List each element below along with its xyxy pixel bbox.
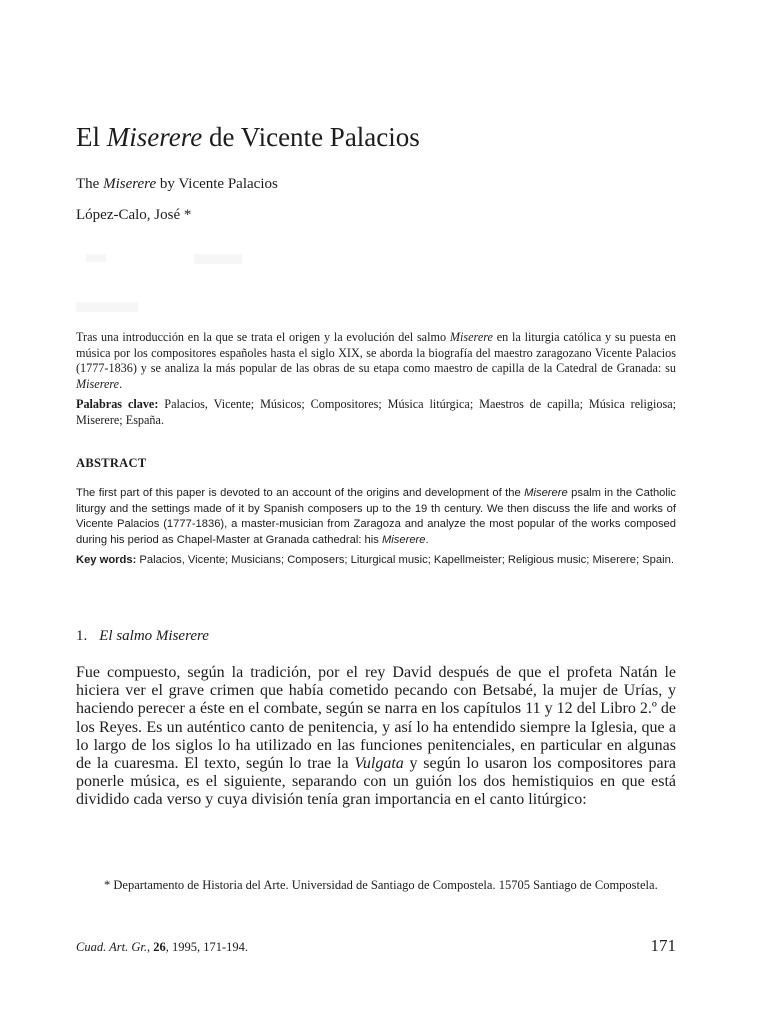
subtitle-pre: The: [76, 176, 104, 192]
resumen-text-a: Tras una introducción en la que se trata el origen y la evolución del salmo: [76, 330, 450, 344]
body-text: [76, 664, 676, 810]
section-heading: [76, 626, 209, 646]
journal-name: Cuad. Art. Gr.: [76, 940, 147, 954]
journal-rest: , 1995, 171-194.: [165, 940, 249, 954]
body-text-b: y según lo usaron los compositores para ponerle música, es el siguiente, separando con un guión los dos hemistiquios en que está dividido cada verso y cuya división tenía gran importancia en el canto litúrgico:: [76, 755, 676, 809]
abstract-text-a: The first part of this paper is devoted to an account of the origins and development of the: [76, 487, 525, 499]
abstract-keywords-text: Palacios, Vicente; Musicians; Composers; Liturgical music; Kapellmeister; Religious music; Miserere; Spain.: [136, 554, 674, 567]
title-post: de Vicente Palacios: [202, 122, 420, 152]
resumen-keywords-text: Palacios, Vicente; Músicos; Compositores; Música litúrgica; Maestros de capilla; Música religiosa; Miserere; España.: [76, 397, 676, 427]
abstract-paragraph: [76, 486, 676, 548]
author-name: López-Calo, José *: [76, 207, 192, 223]
abstract-block: [76, 486, 676, 569]
abstract-text-c: .: [425, 533, 429, 546]
resumen-paragraph: [76, 330, 676, 392]
abstract-keywords: [76, 553, 676, 569]
title-em: Miserere: [106, 122, 203, 152]
body-text-a: Fue compuesto, según la tradición, por el rey David después de que el profeta Natán le hiciera ver el grave crimen que había cometido pecando con Betsabé, la mujer de Urías, y haciendo perecer a éste en el combate, según se narra en los capítulos 11 y 12 del Libro 2.º de los Reyes. Es un auténtico canto de penitencia, y así lo ha entendido siempre la Iglesia, que a lo largo de los siglos lo ha utilizado en las funciones penitenciales, en particular en algunas de la cuaresma. El texto, según lo trae la: [76, 664, 676, 773]
article-page: [76, 0, 676, 1024]
subtitle-post: by Vicente Palacios: [156, 176, 278, 192]
resumen-text-b: en la liturgia católica y su puesta en música por los compositores españoles hasta el siglo XIX, se aborda la biografía del maestro zaragozano Vicente Palacios (1777-1836) y se analiza la más popular de las obras de su etapa como maestro de capilla de la Catedral de Granada: su: [76, 330, 676, 376]
abstract-text-b: psalm in the Catholic liturgy and the settings made of it by Spanish composers up to the 19 th century. We then discuss the life and works of Vicente Palacios (1777-1836), a master-musician from Zaragoza and analyze the most popular of the works composed during his period as Chapel-Master at Granada cathedral: his: [76, 487, 676, 546]
abstract-em-b: Miserere: [381, 533, 426, 546]
resumen-text-c: .: [119, 376, 123, 391]
resumen-block: [76, 330, 676, 429]
title-pre: El: [76, 122, 107, 152]
faint-mark: [76, 302, 138, 312]
section-title: El salmo Miserere: [99, 628, 209, 644]
journal-sep: ,: [146, 940, 154, 954]
resumen-keywords: [76, 397, 676, 428]
subtitle-em: Miserere: [103, 176, 157, 192]
body-paragraph: [76, 664, 676, 810]
page-number: 171: [650, 936, 676, 955]
section-number: 1.: [76, 628, 88, 644]
resumen-keywords-label: Palabras clave:: [76, 397, 159, 412]
resumen-em-b: Miserere: [76, 376, 120, 391]
footnote-text: * Departamento de Historia del Arte. Universidad de Santiago de Compostela. 15705 Santiago de Compostela.: [104, 878, 658, 892]
journal-citation: [76, 940, 248, 955]
article-subtitle: [76, 174, 278, 194]
faint-mark: [86, 254, 106, 262]
abstract-keywords-label: Key words:: [76, 554, 137, 567]
abstract-heading: ABSTRACT: [76, 456, 147, 470]
faint-mark: [194, 254, 242, 264]
article-title: [76, 120, 420, 154]
body-em: Vulgata: [354, 755, 404, 773]
footnote: [76, 877, 676, 893]
journal-volume: 26: [153, 940, 166, 954]
abstract-em-a: Miserere: [524, 487, 568, 499]
resumen-em-a: Miserere: [449, 330, 493, 344]
